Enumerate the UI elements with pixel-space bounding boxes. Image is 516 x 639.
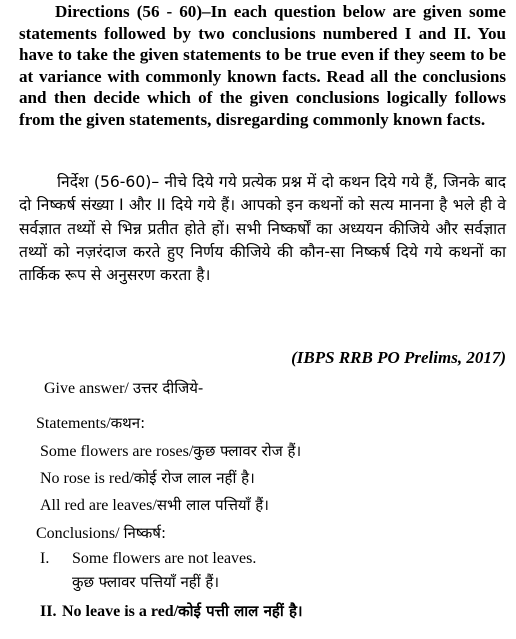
- conclusion-1-hindi: [72, 572, 219, 592]
- statement-2-en: No rose is red/: [40, 470, 134, 487]
- give-answer-line: [44, 378, 203, 398]
- conclusion-2-number: II.: [40, 603, 57, 620]
- give-answer-hi: उत्तर दीजिये-: [132, 379, 204, 397]
- conclusion-2-hi: कोई पत्ती लाल नहीं है।: [178, 602, 303, 620]
- conclusions-heading-en: Conclusions/: [36, 525, 124, 542]
- statement-2-hi: कोई रोज लाल नहीं है।: [133, 469, 255, 487]
- conclusion-1: [40, 550, 256, 568]
- exam-source: (IBPS RRB PO Prelims, 2017): [291, 348, 506, 367]
- directions-english: [19, 1, 506, 130]
- directions-english-text: Directions (56 - 60)–In each question below are given some statements followed by two conclusions numbered I and II. You have to take the given statements to be true even if they seem to be at variance with commonly known facts. Read all the conclusions and then decide which of the given conclusions logically follows from the given statements, disregarding commonly known facts.: [19, 2, 506, 129]
- statement-1-en: Some flowers are roses/: [40, 443, 194, 460]
- statement-3: [40, 495, 269, 515]
- statement-1: [40, 441, 301, 461]
- directions-hindi: [19, 171, 506, 287]
- statement-3-en: All red are leaves/: [40, 497, 157, 514]
- statement-2: [40, 468, 255, 488]
- statement-1-hi: कुछ फ्लावर रोज हैं।: [193, 442, 302, 460]
- conclusion-1-number: I.: [40, 550, 50, 567]
- statement-3-hi: सभी लाल पत्तियाँ हैं।: [156, 496, 269, 514]
- conclusions-heading: [36, 523, 166, 543]
- statements-heading-en: Statements/: [36, 415, 111, 432]
- conclusions-heading-hi: निष्कर्ष:: [123, 524, 167, 542]
- conclusion-2: [40, 601, 303, 621]
- statements-heading: [36, 413, 145, 433]
- conclusion-1-hi: कुछ फ्लावर पत्तियाँ नहीं हैं।: [72, 573, 220, 591]
- conclusion-1-en: Some flowers are not leaves.: [72, 550, 257, 567]
- conclusion-2-en: No leave is a red/: [62, 603, 179, 620]
- give-answer-en: Give answer/: [44, 380, 133, 397]
- statements-heading-hi: कथन:: [110, 414, 146, 432]
- directions-hindi-text: निर्देश (56-60)– नीचे दिये गये प्रत्येक प्रश्न में दो कथन दिये गये हैं, जिनके बाद दो निष्कर्ष संख्या I और II दिये गये हैं। आपको इन कथनों को सत्य मानना है भले ही वे सर्वज्ञात तथ्यों से भिन्न प्रतीत होते हों। सभी निष्कर्षों का अध्ययन कीजिये और सर्वज्ञात तथ्यों को नज़रंदाज करते हुए निर्णय कीजिये की कौन-सा निष्कर्ष दिये गये कथनों का तार्किक रूप से अनुसरण करता है।: [19, 173, 506, 285]
